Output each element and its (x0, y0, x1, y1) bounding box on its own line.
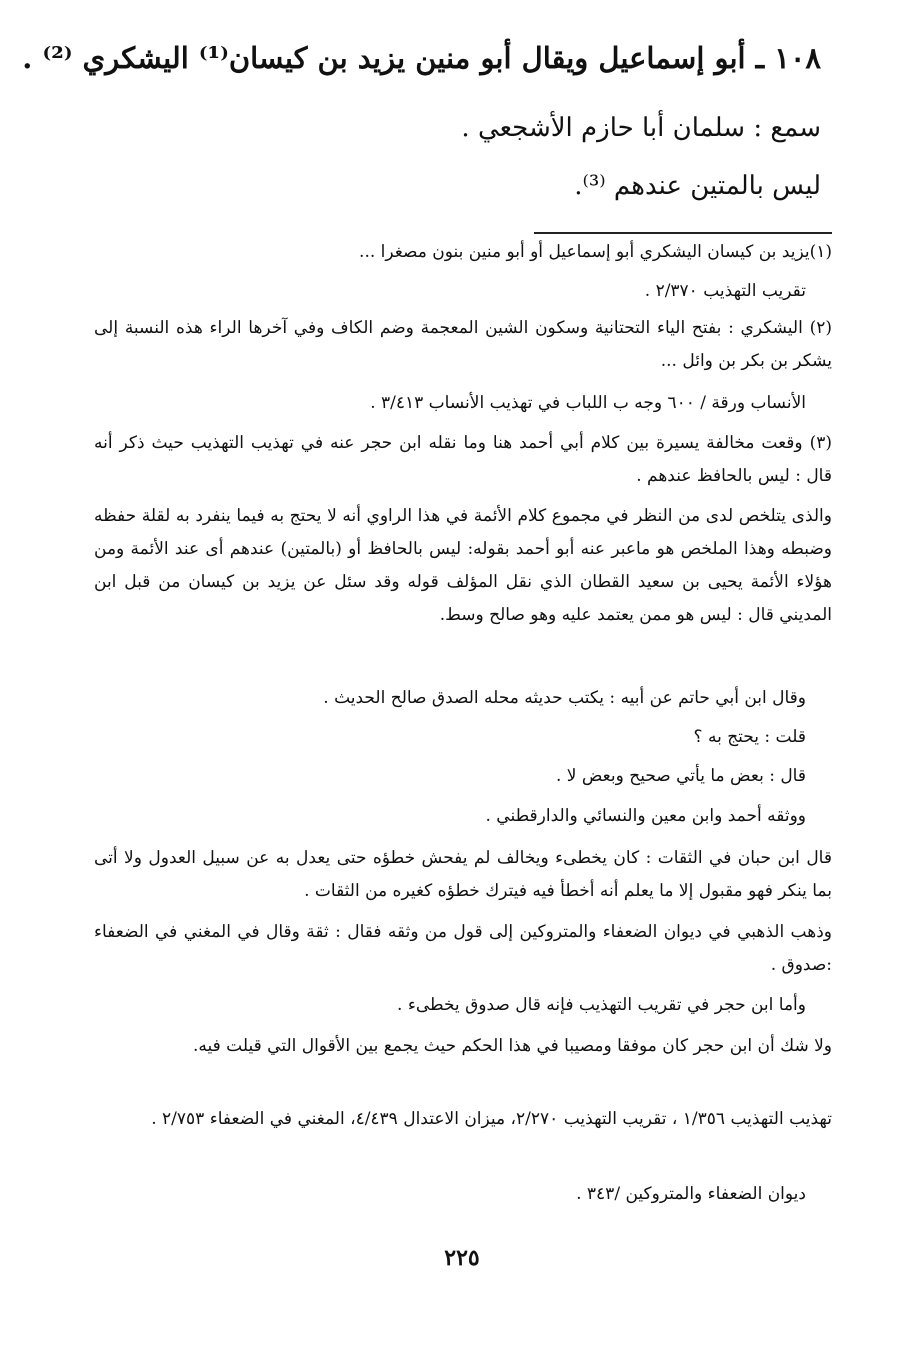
footnote-2-sources: الأنساب ورقة / ٦٠٠ وجه ب اللباب في تهذيب الأنساب ٣/٤١٣ . (370, 393, 806, 413)
footnote-3-summary: والذى يتلخص لدى من النظر في مجموع كلام الأئمة في هذا الراوي أنه لا يحتج به فيما ينفرد به لقلة حفظه وضبطه وهذا الملخص هو ماعبر عنه أبو أحمد بقوله: ليس بالحافظ أو (بالمتين) عندهم أى عند الأئمة ومن هؤلاء الأئمة يحيى بن سعيد القطان الذي نقل المؤلف قوله وقد سئل عن يزيد بن كيسان من قبل ابن المديني قال : ليس هو ممن يعتمد عليه وهو صالح وسط. (94, 506, 832, 625)
footnote-1-line-2: تقريب التهذيب ٢/٣٧٠ . (644, 281, 806, 301)
footnote-3-references: تهذيب التهذيب ١/٣٥٦ ، تقريب التهذيب ٢/٢٧٠، ميزان الاعتدال ٤/٤٣٩، المغني في الضعفاء ٢/٧٥٣ . (151, 1109, 832, 1129)
footnote-2-text: (٢) اليشكري : بفتح الياء التحتانية وسكون الشين المعجمة وضم الكاف وفي آخرها الراء هذه النسبة إلى يشكر بن بكر بن وائل ... (94, 318, 832, 371)
footnote-separator (534, 232, 832, 234)
footnote-3-intro: (٣) وقعت مخالفة يسيرة بين كلام أبي أحمد هنا وما نقله ابن حجر عنه في تهذيب التهذيب حيث ذكر أنه قال : ليس بالحافظ عندهم . (94, 433, 832, 486)
footnote-3-question: قلت : يحتج به ؟ (693, 727, 806, 747)
entry-heading: ١٠٨ ـ أبو إسماعيل ويقال أبو منين يزيد بن كيسان⁽¹⁾ اليشكري ⁽²⁾ . (22, 41, 821, 75)
footnote-3-answer: قال : بعض ما يأتي صحيح وبعض لا . (555, 766, 806, 786)
footnote-3-abu-hatim: وقال ابن أبي حاتم عن أبيه : يكتب حديثه محله الصدق صالح الحديث . (323, 688, 806, 708)
footnote-3-tawthiq: ووثقه أحمد وابن معين والنسائي والدارقطني . (485, 806, 806, 826)
footnote-1-line-1: (١)يزيد بن كيسان اليشكري أبو إسماعيل أو أبو منين بنون مصغرا ... (359, 242, 832, 262)
footnote-3-ibn-hibban: قال ابن حبان في الثقات : كان يخطىء ويخالف لم يفحش خطؤه حتى يعدل به عن سبيل العدول ولا أتى بما ينكر فهو مقبول إلا ما يعلم أنه أخطأ فيه فيترك خطؤه كغيره من الثقات . (94, 848, 832, 901)
footnote-3-dhahabi: وذهب الذهبي في ديوان الضعفاء والمتروكين إلى قول من وثقه فقال : ثقة وقال في المغني في الضعفاء :صدوق . (94, 922, 832, 975)
page-number: ٢٢٥ (444, 1245, 480, 1271)
entry-line-heard: سمع : سلمان أبا حازم الأشجعي . (461, 113, 821, 143)
entry-line-verdict: ليس بالمتين عندهم ⁽³⁾. (574, 171, 821, 201)
footnote-3-ibn-hajar: وأما ابن حجر في تقريب التهذيب فإنه قال صدوق يخطىء . (397, 995, 806, 1015)
footnote-3-conclusion: ولا شك أن ابن حجر كان موفقا ومصيبا في هذا الحكم حيث يجمع بين الأقوال التي قيلت فيه. (192, 1036, 832, 1056)
footnote-3-diwan: ديوان الضعفاء والمتروكين /٣٤٣ . (576, 1184, 806, 1204)
